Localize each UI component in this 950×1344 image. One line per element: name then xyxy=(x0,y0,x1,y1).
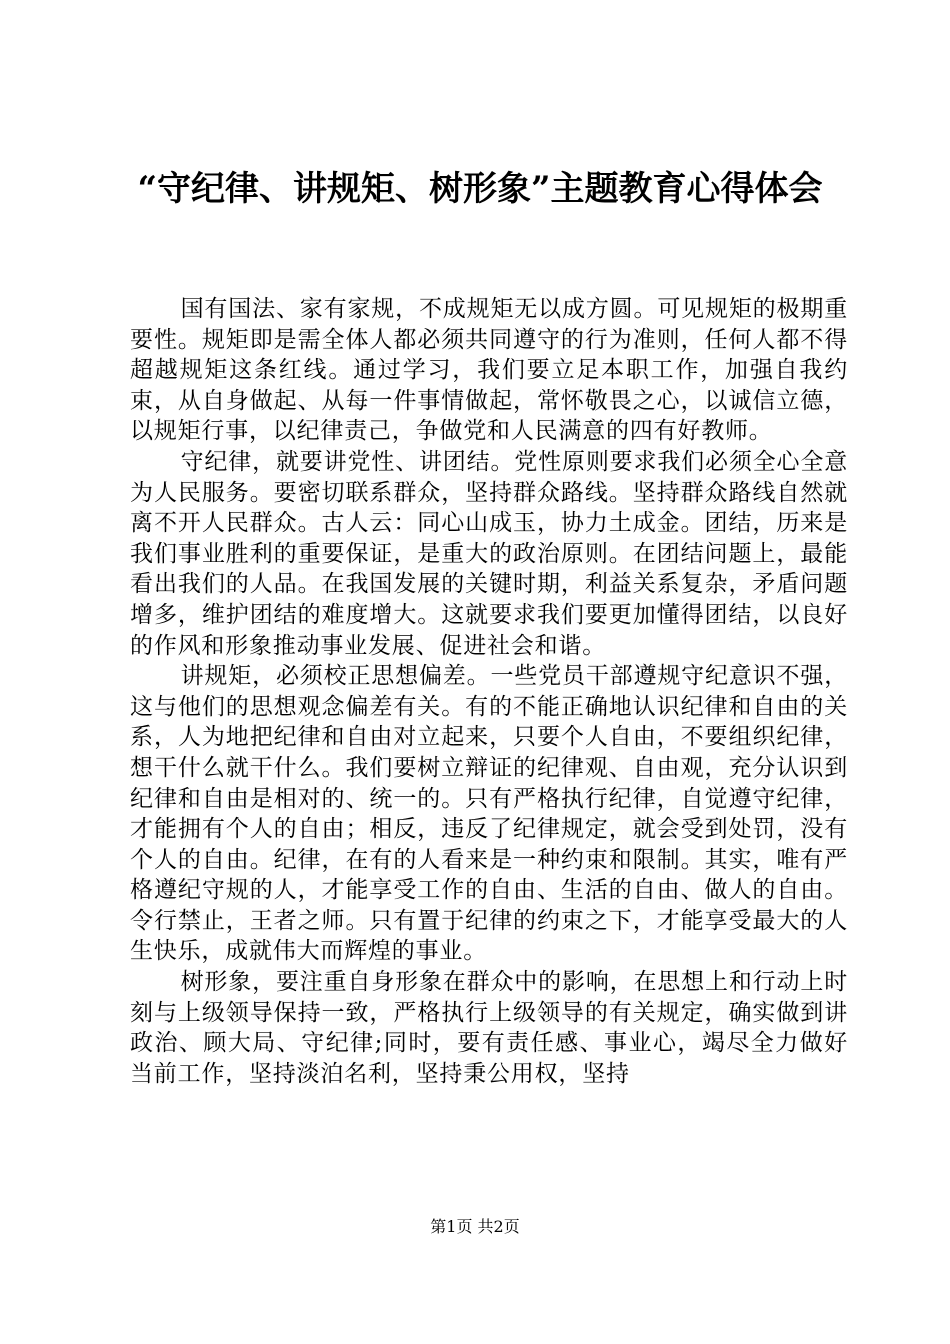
document-body xyxy=(130,294,848,1089)
paragraph-2: 守纪律，就要讲党性、讲团结。党性原则要求我们必须全心全意为人民服务。要密切联系群众，坚持群众路线。坚持群众路线自然就离不开人民群众。古人云：同心山成玉，协力土成金。团结，历来是我们事业胜利的重要保证，是重大的政治原则。在团结问题上，最能看出我们的人品。在我国发展的关键时期，利益关系复杂，矛盾问题增多，维护团结的难度增大。这就要求我们要更加懂得团结，以良好的作风和形象推动事业发展、促进社会和谐。 xyxy=(130,448,848,659)
paragraph-4: 树形象，要注重自身形象在群众中的影响，在思想上和行动上时刻与上级领导保持一致，严格执行上级领导的有关规定，确实做到讲政治、顾大局、守纪律;同时，要有责任感、事业心，竭尽全力做好当前工作，坚持淡泊名利，坚持秉公用权，坚持 xyxy=(130,969,848,1087)
paragraph-1: 国有国法、家有家规，不成规矩无以成方圆。可见规矩的极期重要性。规矩即是需全体人都必须共同遵守的行为准则，任何人都不得超越规矩这条红线。通过学习，我们要立足本职工作，加强自我约束，从自身做起、从每一件事情做起，常怀敬畏之心，以诚信立德，以规矩行事，以纪律责己，争做党和人民满意的四有好教师。 xyxy=(130,296,848,445)
page-footer: 第1页 共2页 xyxy=(430,1217,520,1236)
document-title: “守纪律、讲规矩、树形象”主题教育心得体会 xyxy=(137,169,823,209)
paragraph-3: 讲规矩，必须校正思想偏差。一些党员干部遵规守纪意识不强，这与他们的思想观念偏差有关。有的不能正确地认识纪律和自由的关系，人为地把纪律和自由对立起来，只要个人自由，不要组织纪律，想干什么就干什么。我们要树立辩证的纪律观、自由观，充分认识到纪律和自由是相对的、统一的。只有严格执行纪律，自觉遵守纪律，才能拥有个人的自由；相反，违反了纪律规定，就会受到处罚，没有个人的自由。纪律，在有的人看来是一种约束和限制。其实，唯有严格遵纪守规的人，才能享受工作的自由、生活的自由、做人的自由。令行禁止，王者之师。只有置于纪律的约束之下，才能享受最大的人生快乐，成就伟大而辉煌的事业。 xyxy=(130,663,848,965)
